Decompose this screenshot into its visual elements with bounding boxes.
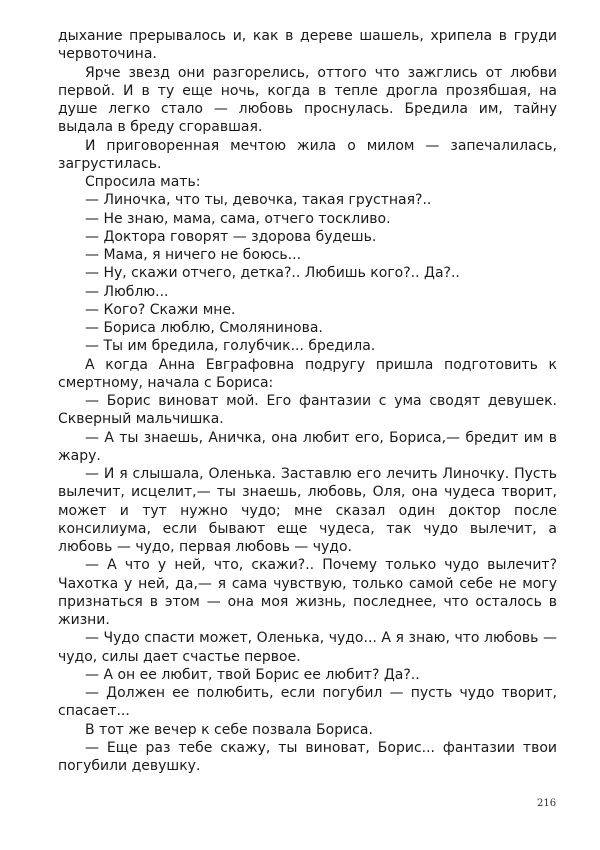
dialogue-line: — Борис виноват мой. Его фантазии с ума сводят девушек. Скверный мальчишка.	[58, 393, 557, 428]
paragraph: И приговоренная мечтою жила о милом — запечалилась, загрустилась.	[58, 137, 557, 172]
dialogue-line: — Линочка, что ты, девочка, такая грустная?..	[85, 192, 432, 209]
dialogue-line: — Мама, я ничего не боюсь...	[85, 247, 302, 263]
dialogue-line: — Ну, скажи отчего, детка?.. Любишь кого?.. Да?..	[85, 265, 460, 282]
page-number: 216	[537, 798, 557, 809]
dialogue-line: — Бориса люблю, Смолянинова.	[85, 320, 323, 336]
dialogue-line: — Чудо спасти может, Оленька, чудо... А я знаю, что любовь — чудо, силы дает счастье первое.	[58, 630, 557, 665]
dialogue-line: — Должен ее полюбить, если погубил — пусть чудо творит, спасает...	[58, 685, 557, 720]
dialogue-line: — И я слышала, Оленька. Заставлю его лечить Линочку. Пусть вылечит, исцелит,— ты знаешь, любовь, Оля, она чудеса творит, может и тут нужно чудо; мне сказал один доктор после консилиума, если бывают еще чудеса, так чудо вылечит, а любовь — чудо, первая любовь — чудо.	[58, 466, 557, 555]
paragraph: Ярче звезд они разгорелись, оттого что зажглись от любви первой. И в ту еще ночь, когда в тепле дрогла прозябшая, на душе легко стало — любовь проснулась. Бредила им, тайну выдала в бреду сгоравшая.	[58, 64, 557, 136]
dialogue-line: — Еще раз тебе скажу, ты виноват, Борис... фантазии твои погубили девушку.	[58, 739, 557, 774]
dialogue-line: — Люблю...	[85, 283, 169, 300]
dialogue-line: — Доктора говорят — здорова будешь.	[85, 228, 377, 245]
dialogue-line: — А он ее любит, твой Борис ее любит? Да?..	[85, 666, 420, 683]
dialogue-line: — Кого? Скажи мне.	[85, 301, 236, 318]
dialogue-line: — А что у ней, что, скажи?.. Почему только чудо вылечит? Чахотка у ней, да,— я сама чувствую, только самой себе не могу признаться в этом — она моя жизнь, последнее, что осталось в жизни.	[58, 557, 557, 628]
dialogue-line: — Ты им бредила, голубчик... бредила.	[85, 338, 376, 355]
paragraph: В тот же вечер к себе позвала Бориса.	[85, 721, 373, 738]
paragraph: Спросила мать:	[85, 174, 201, 190]
body-text	[58, 27, 557, 775]
dialogue-line: — Не знаю, мама, сама, отчего тоскливо.	[85, 210, 391, 227]
paragraph: дыхание прерывалось и, как в дереве шашель, хрипела в груди червоточина.	[58, 28, 557, 63]
dialogue-line: — А ты знаешь, Аничка, она любит его, Бориса,— бредит им в жару.	[58, 429, 557, 464]
paragraph: А когда Анна Евграфовна подругу пришла подготовить к смертному, начала с Бориса:	[58, 356, 557, 391]
